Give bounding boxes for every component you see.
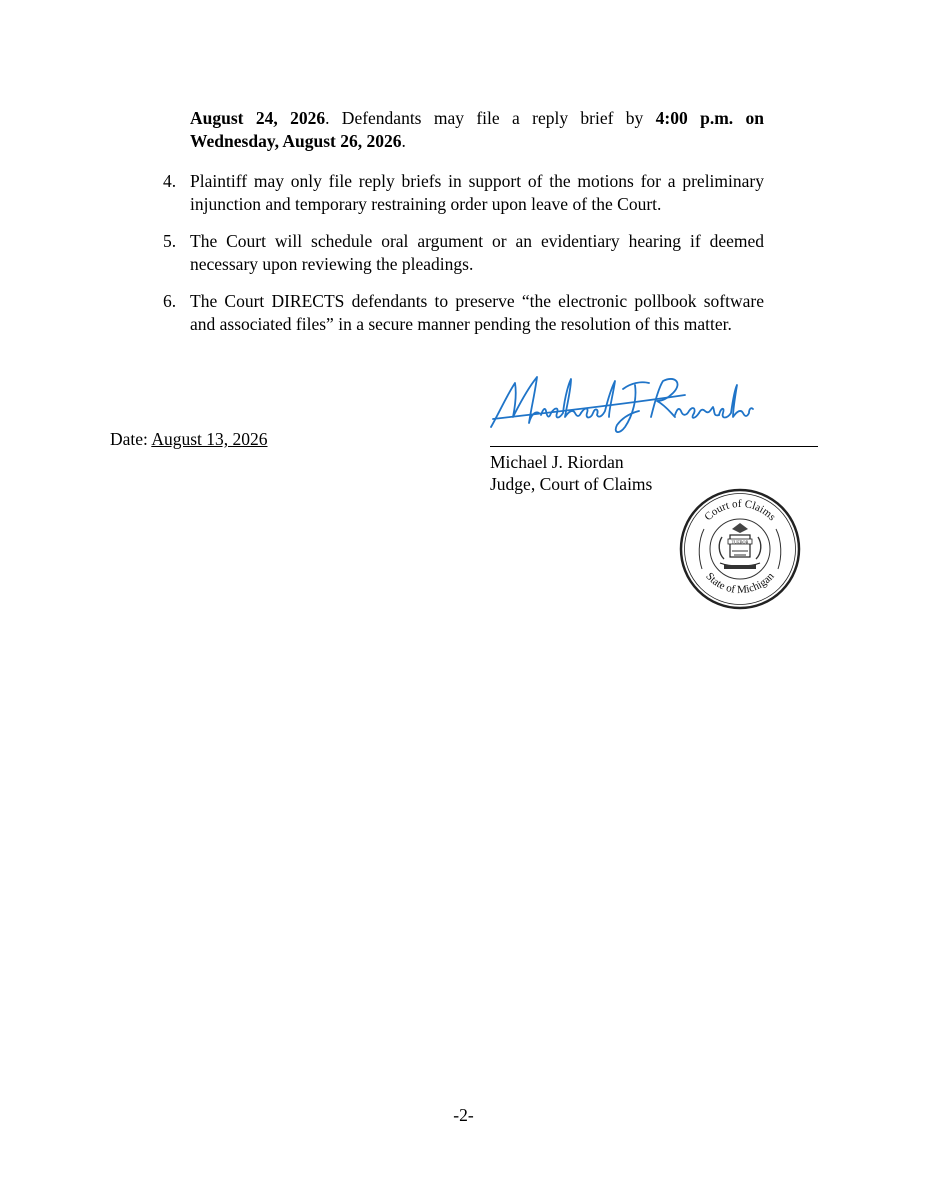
continuation-paragraph: August 24, 2026. Defendants may file a reply brief by 4:00 p.m. on Wednesday, August 26, 2026. bbox=[190, 108, 764, 151]
reply-date: August 24, 2026 bbox=[190, 108, 326, 128]
signer-title: Judge, Court of Claims bbox=[490, 474, 653, 494]
signature-line bbox=[490, 446, 818, 447]
reply-deadline: 4:00 p.m. on bbox=[655, 108, 764, 128]
court-seal bbox=[678, 487, 802, 611]
item-number: 4. bbox=[163, 171, 177, 191]
item-text-line: necessary upon reviewing the pleadings. bbox=[190, 254, 474, 274]
seal-motto: TUEBOR bbox=[731, 539, 749, 545]
signer-block bbox=[490, 451, 652, 495]
item-text-line: The Court DIRECTS defendants to preserve “the electronic pollbook software bbox=[190, 291, 764, 311]
list-item bbox=[163, 170, 764, 216]
date-line bbox=[110, 428, 268, 451]
item-text-line: Plaintiff may only file reply briefs in support of the motions for a preliminary bbox=[190, 171, 764, 191]
date-value: August 13, 2026 bbox=[151, 429, 268, 449]
reply-text: . Defendants may file a reply brief by bbox=[325, 108, 656, 128]
reply-deadline-date: Wednesday, August 26, 2026 bbox=[190, 131, 402, 151]
signer-name: Michael J. Riordan bbox=[490, 452, 624, 472]
item-text-line: and associated files” in a secure manner pending the resolution of this matter. bbox=[190, 314, 732, 334]
list-item bbox=[163, 290, 764, 336]
page-number: -2- bbox=[453, 1105, 474, 1125]
svg-text:Court of Claims: Court of Claims bbox=[702, 497, 778, 524]
handwritten-signature bbox=[485, 355, 755, 445]
item-number: 5. bbox=[163, 231, 177, 251]
item-text-line: The Court will schedule oral argument or an evidentiary hearing if deemed bbox=[190, 231, 764, 251]
svg-text:State of Michigan: State of Michigan bbox=[703, 570, 777, 597]
date-label: Date: bbox=[110, 429, 152, 449]
list-item bbox=[163, 230, 764, 276]
item-number: 6. bbox=[163, 291, 177, 311]
item-text-line: injunction and temporary restraining order upon leave of the Court. bbox=[190, 194, 662, 214]
